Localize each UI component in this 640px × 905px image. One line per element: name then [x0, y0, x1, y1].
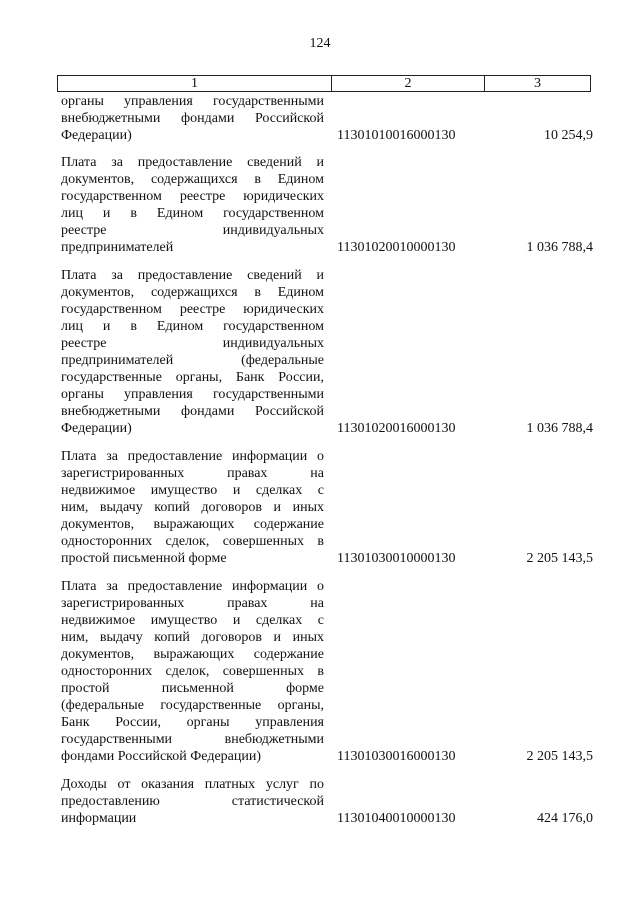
- description-line: реестре индивидуальных: [61, 336, 324, 351]
- description-line: Доходы от оказания платных услуг по: [61, 777, 324, 792]
- description-line: документов, выражающих содержание: [61, 517, 324, 532]
- description-line: простой письменной форме: [61, 681, 324, 696]
- description-line: Плата за предоставление информации о: [61, 579, 324, 594]
- table-body: [61, 93, 593, 838]
- description-line: недвижимое имущество и сделках с: [61, 613, 324, 628]
- header-col-1: 1: [58, 76, 332, 91]
- description-line: государственные органы, Банк России,: [61, 370, 324, 385]
- description-line: фондами Российской Федерации): [61, 749, 262, 764]
- description-line: предоставлению статистической: [61, 794, 324, 809]
- description-line: внебюджетными фондами Российской: [61, 404, 324, 419]
- description-line: реестре индивидуальных: [61, 223, 324, 238]
- row-code: 11301040010000130: [337, 811, 456, 826]
- description-line: лиц и в Едином государственном: [61, 206, 324, 221]
- row-amount: 1 036 788,4: [526, 421, 593, 436]
- description-line: Федерации): [61, 128, 132, 143]
- header-col-3: 3: [534, 76, 541, 91]
- row-code: 11301010016000130: [337, 128, 456, 143]
- header-col-2: 2: [332, 76, 485, 91]
- description-line: внебюджетными фондами Российской: [61, 111, 324, 126]
- description-line: ним, выдачу копий договоров и иных: [61, 630, 324, 645]
- description-line: односторонних сделок, совершенных в: [61, 664, 324, 679]
- table-row: [61, 776, 593, 827]
- row-code: 11301030010000130: [337, 551, 456, 566]
- page-number: 124: [309, 36, 331, 51]
- description-line: государственном реестре юридических: [61, 189, 324, 204]
- description-line: государственными внебюджетными: [61, 732, 324, 747]
- description-line: Плата за предоставление информации о: [61, 449, 324, 464]
- description-line: Плата за предоставление сведений и: [61, 155, 324, 170]
- description-line: зарегистрированных правах на: [61, 596, 324, 611]
- description-line: документов, выражающих содержание: [61, 647, 324, 662]
- row-amount: 424 176,0: [537, 811, 593, 826]
- table-row: [61, 267, 593, 437]
- row-amount: 10 254,9: [544, 128, 593, 143]
- row-code: 11301030016000130: [337, 749, 456, 764]
- row-description: [61, 578, 324, 765]
- description-line: зарегистрированных правах на: [61, 466, 324, 481]
- description-line: Банк России, органы управления: [61, 715, 324, 730]
- description-line: лиц и в Едином государственном: [61, 319, 324, 334]
- row-description: [61, 267, 324, 437]
- description-line: органы управления государственными: [61, 387, 324, 402]
- description-line: простой письменной форме: [61, 551, 227, 566]
- table-row: [61, 448, 593, 567]
- description-line: односторонних сделок, совершенных в: [61, 534, 324, 549]
- description-line: предпринимателей (федеральные: [61, 353, 324, 368]
- description-line: предпринимателей: [61, 240, 174, 255]
- row-code: 11301020010000130: [337, 240, 456, 255]
- description-line: органы управления государственными: [61, 94, 324, 109]
- description-line: ним, выдачу копий договоров и иных: [61, 500, 324, 515]
- table-row: [61, 154, 593, 256]
- row-amount: 2 205 143,5: [526, 551, 593, 566]
- row-description: [61, 154, 324, 256]
- description-line: документов, содержащихся в Едином: [61, 285, 324, 300]
- row-code: 11301020016000130: [337, 421, 456, 436]
- description-line: документов, содержащихся в Едином: [61, 172, 324, 187]
- description-line: информации: [61, 811, 137, 826]
- row-description: [61, 93, 324, 144]
- description-line: (федеральные государственные органы,: [61, 698, 324, 713]
- description-line: Плата за предоставление сведений и: [61, 268, 324, 283]
- table-header: [57, 75, 591, 92]
- description-line: Федерации): [61, 421, 132, 436]
- row-description: [61, 776, 324, 827]
- row-amount: 1 036 788,4: [526, 240, 593, 255]
- description-line: государственном реестре юридических: [61, 302, 324, 317]
- row-amount: 2 205 143,5: [526, 749, 593, 764]
- row-description: [61, 448, 324, 567]
- table-row: [61, 578, 593, 765]
- table-row: [61, 93, 593, 144]
- description-line: недвижимое имущество и сделках с: [61, 483, 324, 498]
